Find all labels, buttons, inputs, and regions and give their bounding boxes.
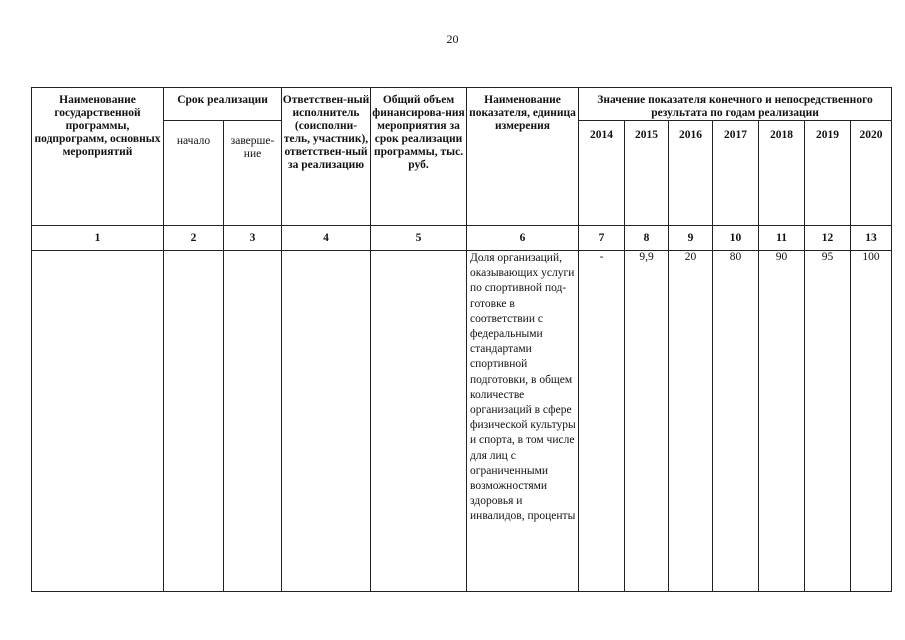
- header-program-name: Наименование государственной программы, подпрограмм, основных мероприятий: [32, 88, 164, 226]
- column-number-row: [32, 226, 892, 251]
- cell-funding: [371, 251, 467, 592]
- cell-value-2018: 90: [759, 251, 805, 592]
- column-number: 3: [224, 226, 282, 251]
- program-table: [31, 87, 892, 592]
- column-number: 12: [805, 226, 851, 251]
- header-year: 2016: [669, 121, 713, 226]
- cell-value-2014: -: [579, 251, 625, 592]
- header-year: 2020: [851, 121, 892, 226]
- column-number: 7: [579, 226, 625, 251]
- table-row: [32, 251, 892, 592]
- cell-term-start: [164, 251, 224, 592]
- header-year: 2017: [713, 121, 759, 226]
- column-number: 2: [164, 226, 224, 251]
- header-term-start: начало: [164, 121, 224, 226]
- cell-term-end: [224, 251, 282, 592]
- column-number: 10: [713, 226, 759, 251]
- column-number: 9: [669, 226, 713, 251]
- column-number: 6: [467, 226, 579, 251]
- cell-value-2019: 95: [805, 251, 851, 592]
- header-year: 2015: [625, 121, 669, 226]
- column-number: 11: [759, 226, 805, 251]
- column-number: 4: [282, 226, 371, 251]
- column-number: 8: [625, 226, 669, 251]
- header-funding: Общий объем финансирова-ния мероприятия за срок реализации программы, тыс. руб.: [371, 88, 467, 226]
- header-term-group: Срок реализации: [164, 88, 282, 121]
- column-number: 5: [371, 226, 467, 251]
- column-number: 13: [851, 226, 892, 251]
- header-year: 2018: [759, 121, 805, 226]
- cell-value-2017: 80: [713, 251, 759, 592]
- header-values-group: Значение показателя конечного и непосредственного результата по годам реализации: [579, 88, 892, 121]
- header-indicator-name: Наименование показателя, единица измерения: [467, 88, 579, 226]
- cell-value-2015: 9,9: [625, 251, 669, 592]
- header-year: 2014: [579, 121, 625, 226]
- cell-program-name: [32, 251, 164, 592]
- cell-indicator-name: Доля организаций, оказывающих услуги по спортивной под-готовке в соответствии с федеральными стандартами спортивной подготовки, в общем количестве организаций в сфере физической культуры и спорта, в том числе для лиц с ограниченными возможностями здоровья и инвалидов, проценты: [467, 251, 579, 592]
- cell-value-2020: 100: [851, 251, 892, 592]
- column-number: 1: [32, 226, 164, 251]
- page-number: 20: [446, 32, 459, 46]
- header-executor: Ответствен-ный исполнитель (соисполни-тель, участник), ответствен-ный за реализацию: [282, 88, 371, 226]
- header-term-end: заверше-ние: [224, 121, 282, 226]
- cell-executor: [282, 251, 371, 592]
- cell-value-2016: 20: [669, 251, 713, 592]
- header-year: 2019: [805, 121, 851, 226]
